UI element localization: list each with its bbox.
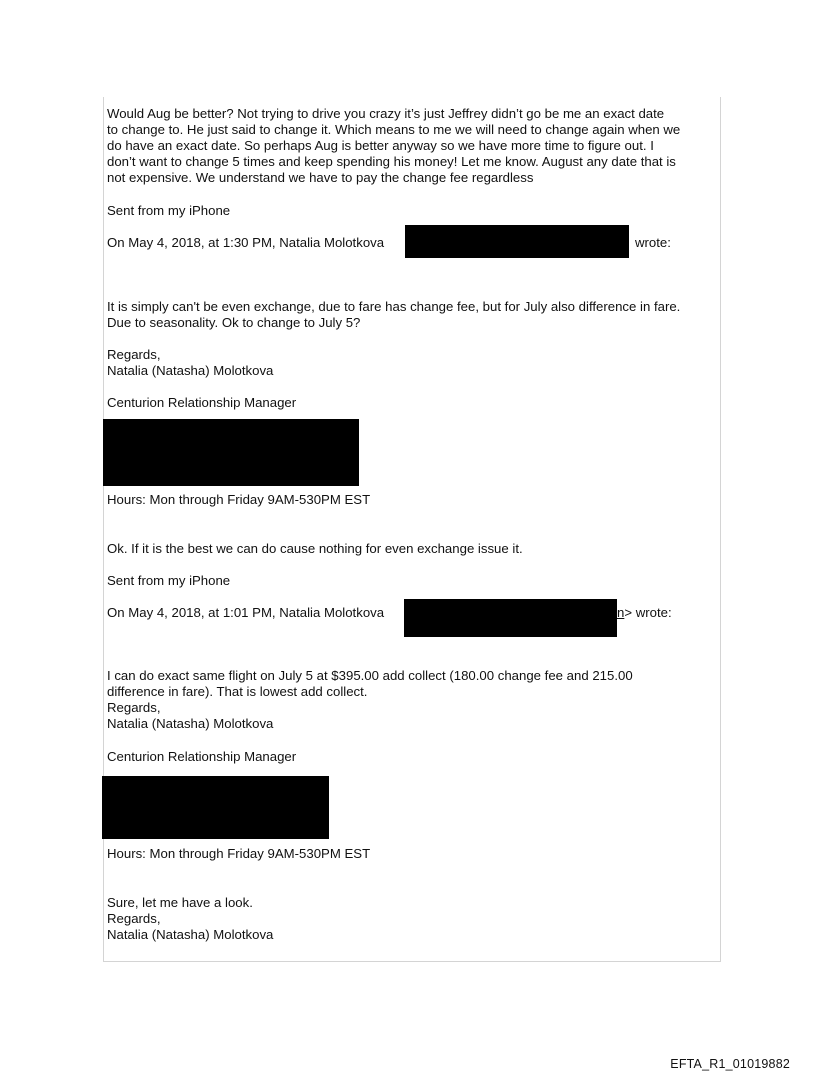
message-2-sender-title: Centurion Relationship Manager [107, 395, 297, 410]
quoted-header-2-suffix-text: > wrote: [624, 605, 672, 620]
quoted-header-2-prefix: On May 4, 2018, at 1:01 PM, Natalia Molotkova [107, 605, 385, 620]
message-4-sender-title: Centurion Relationship Manager [107, 749, 297, 764]
message-3-line: Ok. If it is the best we can do cause nothing for even exchange issue it. [107, 541, 523, 556]
message-1-line-2: to change to. He just said to change it. Which means to me we will need to change again when we [107, 122, 681, 137]
message-2-regards: Regards, [107, 347, 161, 362]
redaction-block [103, 419, 359, 486]
message-4-sender-name: Natalia (Natasha) Molotkova [107, 716, 274, 731]
message-1-line-5: not expensive. We understand we have to pay the change fee regardless [107, 170, 534, 185]
quoted-header-2-suffix [617, 605, 672, 621]
message-5-regards: Regards, [107, 911, 161, 926]
message-4-regards: Regards, [107, 700, 161, 715]
message-1-signature: Sent from my iPhone [107, 203, 231, 218]
document-id: EFTA_R1_01019882 [670, 1057, 790, 1071]
message-5-sender-name: Natalia (Natasha) Molotkova [107, 927, 274, 942]
message-2-sender-name: Natalia (Natasha) Molotkova [107, 363, 274, 378]
message-4-line-1: I can do exact same flight on July 5 at $395.00 add collect (180.00 change fee and 215.00 [107, 668, 633, 683]
message-3-signature: Sent from my iPhone [107, 573, 231, 588]
message-4-line-2: difference in fare). That is lowest add collect. [107, 684, 368, 699]
message-2-hours: Hours: Mon through Friday 9AM-530PM EST [107, 492, 371, 507]
email-link-fragment[interactable]: n [617, 605, 625, 620]
message-1-line-3: do have an exact date. So perhaps Aug is better anyway so we have more time to figure out. I [107, 138, 654, 153]
message-1-line-4: don’t want to change 5 times and keep spending his money! Let me know. August any date that is [107, 154, 676, 169]
redaction-block [405, 225, 629, 258]
message-1-line-1: Would Aug be better? Not trying to drive you crazy it’s just Jeffrey didn’t go be me an exact date [107, 106, 665, 121]
message-5-line: Sure, let me have a look. [107, 895, 253, 910]
redaction-block [404, 599, 617, 637]
quoted-header-1-prefix: On May 4, 2018, at 1:30 PM, Natalia Molotkova [107, 235, 385, 250]
message-2-line-1: It is simply can't be even exchange, due to fare has change fee, but for July also difference in fare. [107, 299, 681, 314]
quoted-header-1-suffix: wrote: [635, 235, 671, 250]
message-2-line-2: Due to seasonality. Ok to change to July 5? [107, 315, 361, 330]
message-4-hours: Hours: Mon through Friday 9AM-530PM EST [107, 846, 371, 861]
redaction-block [102, 776, 329, 839]
